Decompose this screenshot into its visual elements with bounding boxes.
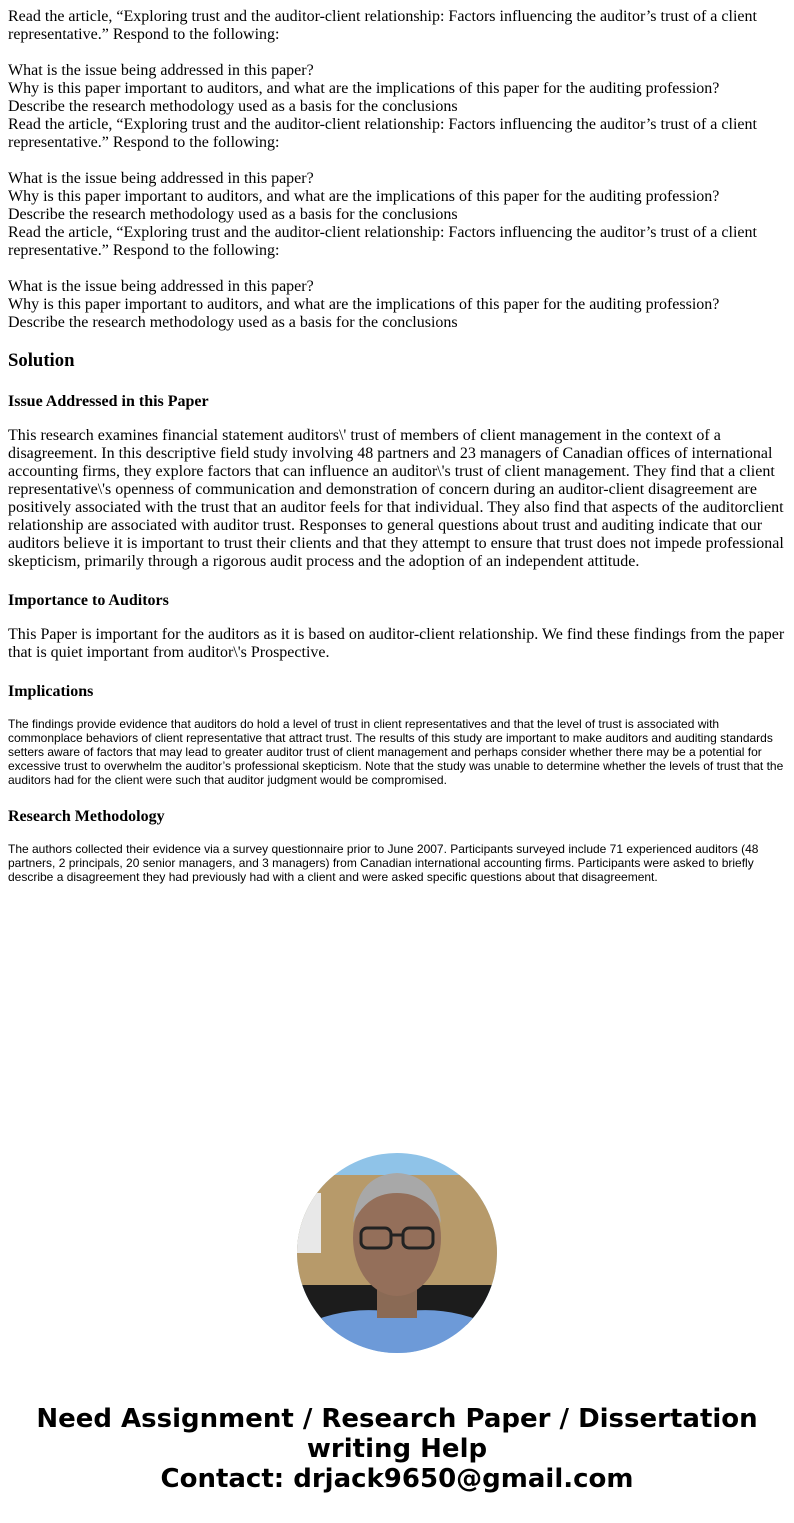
section-heading: Issue Addressed in this Paper: [8, 393, 209, 410]
question-item: What is the issue being addressed in this paper?: [8, 62, 314, 79]
question-item: Why is this paper important to auditors, and what are the implications of this paper for the auditing profession?: [8, 80, 720, 97]
solution-heading: Solution: [8, 350, 75, 371]
footer-contact: Contact: drjack9650@gmail.com: [160, 1464, 634, 1494]
question-item: What is the issue being addressed in this paper?: [8, 170, 314, 187]
question-block: [8, 8, 786, 116]
author-photo: [297, 1153, 497, 1353]
question-item: Describe the research methodology used as a basis for the conclusions: [8, 206, 458, 223]
section-text: This Paper is important for the auditors as it is based on auditor-client relationship. We find these findings from the paper that is quiet important from auditor\'s Prospective.: [8, 626, 785, 661]
question-block: [8, 116, 786, 224]
question-repeats: [8, 8, 786, 332]
section-heading: Importance to Auditors: [8, 592, 169, 609]
section-heading: Research Methodology: [8, 808, 165, 825]
question-item: Describe the research methodology used as a basis for the conclusions: [8, 314, 458, 331]
section-text: The findings provide evidence that auditors do hold a level of trust in client representatives and that the level of trust is associated with commonplace behaviors of client representative that attract trust. The results of this study are important to make auditors and auditing standards setters aware of factors that may lead to greater auditor trust of client management and perhaps consider whether there may be a potential for excessive trust to overwhelm the auditor’s professional skepticism. Note that the study was unable to determine whether the levels of trust that the auditors had for the client were such that auditor judgment would be compromised.: [8, 717, 784, 787]
section-text: The authors collected their evidence via a survey questionnaire prior to June 2007. Participants surveyed include 71 experienced auditors (48 partners, 2 principals, 20 senior managers, and 3 managers) from Canadian international accounting firms. Participants were asked to briefly describe a disagreement they had previously had with a client and were asked specific questions about that disagreement.: [8, 842, 759, 884]
question-block: [8, 224, 786, 332]
contact-footer: [0, 1404, 794, 1494]
question-item: What is the issue being addressed in this paper?: [8, 278, 314, 295]
question-item: Why is this paper important to auditors, and what are the implications of this paper for the auditing profession?: [8, 296, 720, 313]
question-item: Why is this paper important to auditors, and what are the implications of this paper for the auditing profession?: [8, 188, 720, 205]
section-heading: Implications: [8, 683, 94, 700]
question-item: Describe the research methodology used as a basis for the conclusions: [8, 98, 458, 115]
section-text: This research examines financial statement auditors\' trust of members of client management in the context of a disagreement. In this descriptive field study involving 48 partners and 23 managers of Canadian offices of international accounting firms, they explore factors that can influence an auditor\'s trust of client management. They find that a client representative\'s openness of communication and demonstration of concern during an auditor-client disagreement are positively associated with the trust that an auditor feels for that individual. They also find that aspects of the auditorclient relationship are associated with auditor trust. Responses to general questions about trust and auditing indicate that our auditors believe it is important to trust their clients and that they attempt to ensure that trust does not impede professional skepticism, primarily through a rigorous audit process and the adoption of an independent attitude.: [8, 427, 784, 570]
footer-tagline: Need Assignment / Research Paper / Dissertation writing Help: [36, 1404, 758, 1464]
question-intro: Read the article, “Exploring trust and the auditor-client relationship: Factors influencing the auditor’s trust of a client representative.” Respond to the following:: [8, 8, 757, 43]
question-intro: Read the article, “Exploring trust and the auditor-client relationship: Factors influencing the auditor’s trust of a client representative.” Respond to the following:: [8, 116, 757, 151]
question-intro: Read the article, “Exploring trust and the auditor-client relationship: Factors influencing the auditor’s trust of a client representative.” Respond to the following:: [8, 224, 757, 259]
